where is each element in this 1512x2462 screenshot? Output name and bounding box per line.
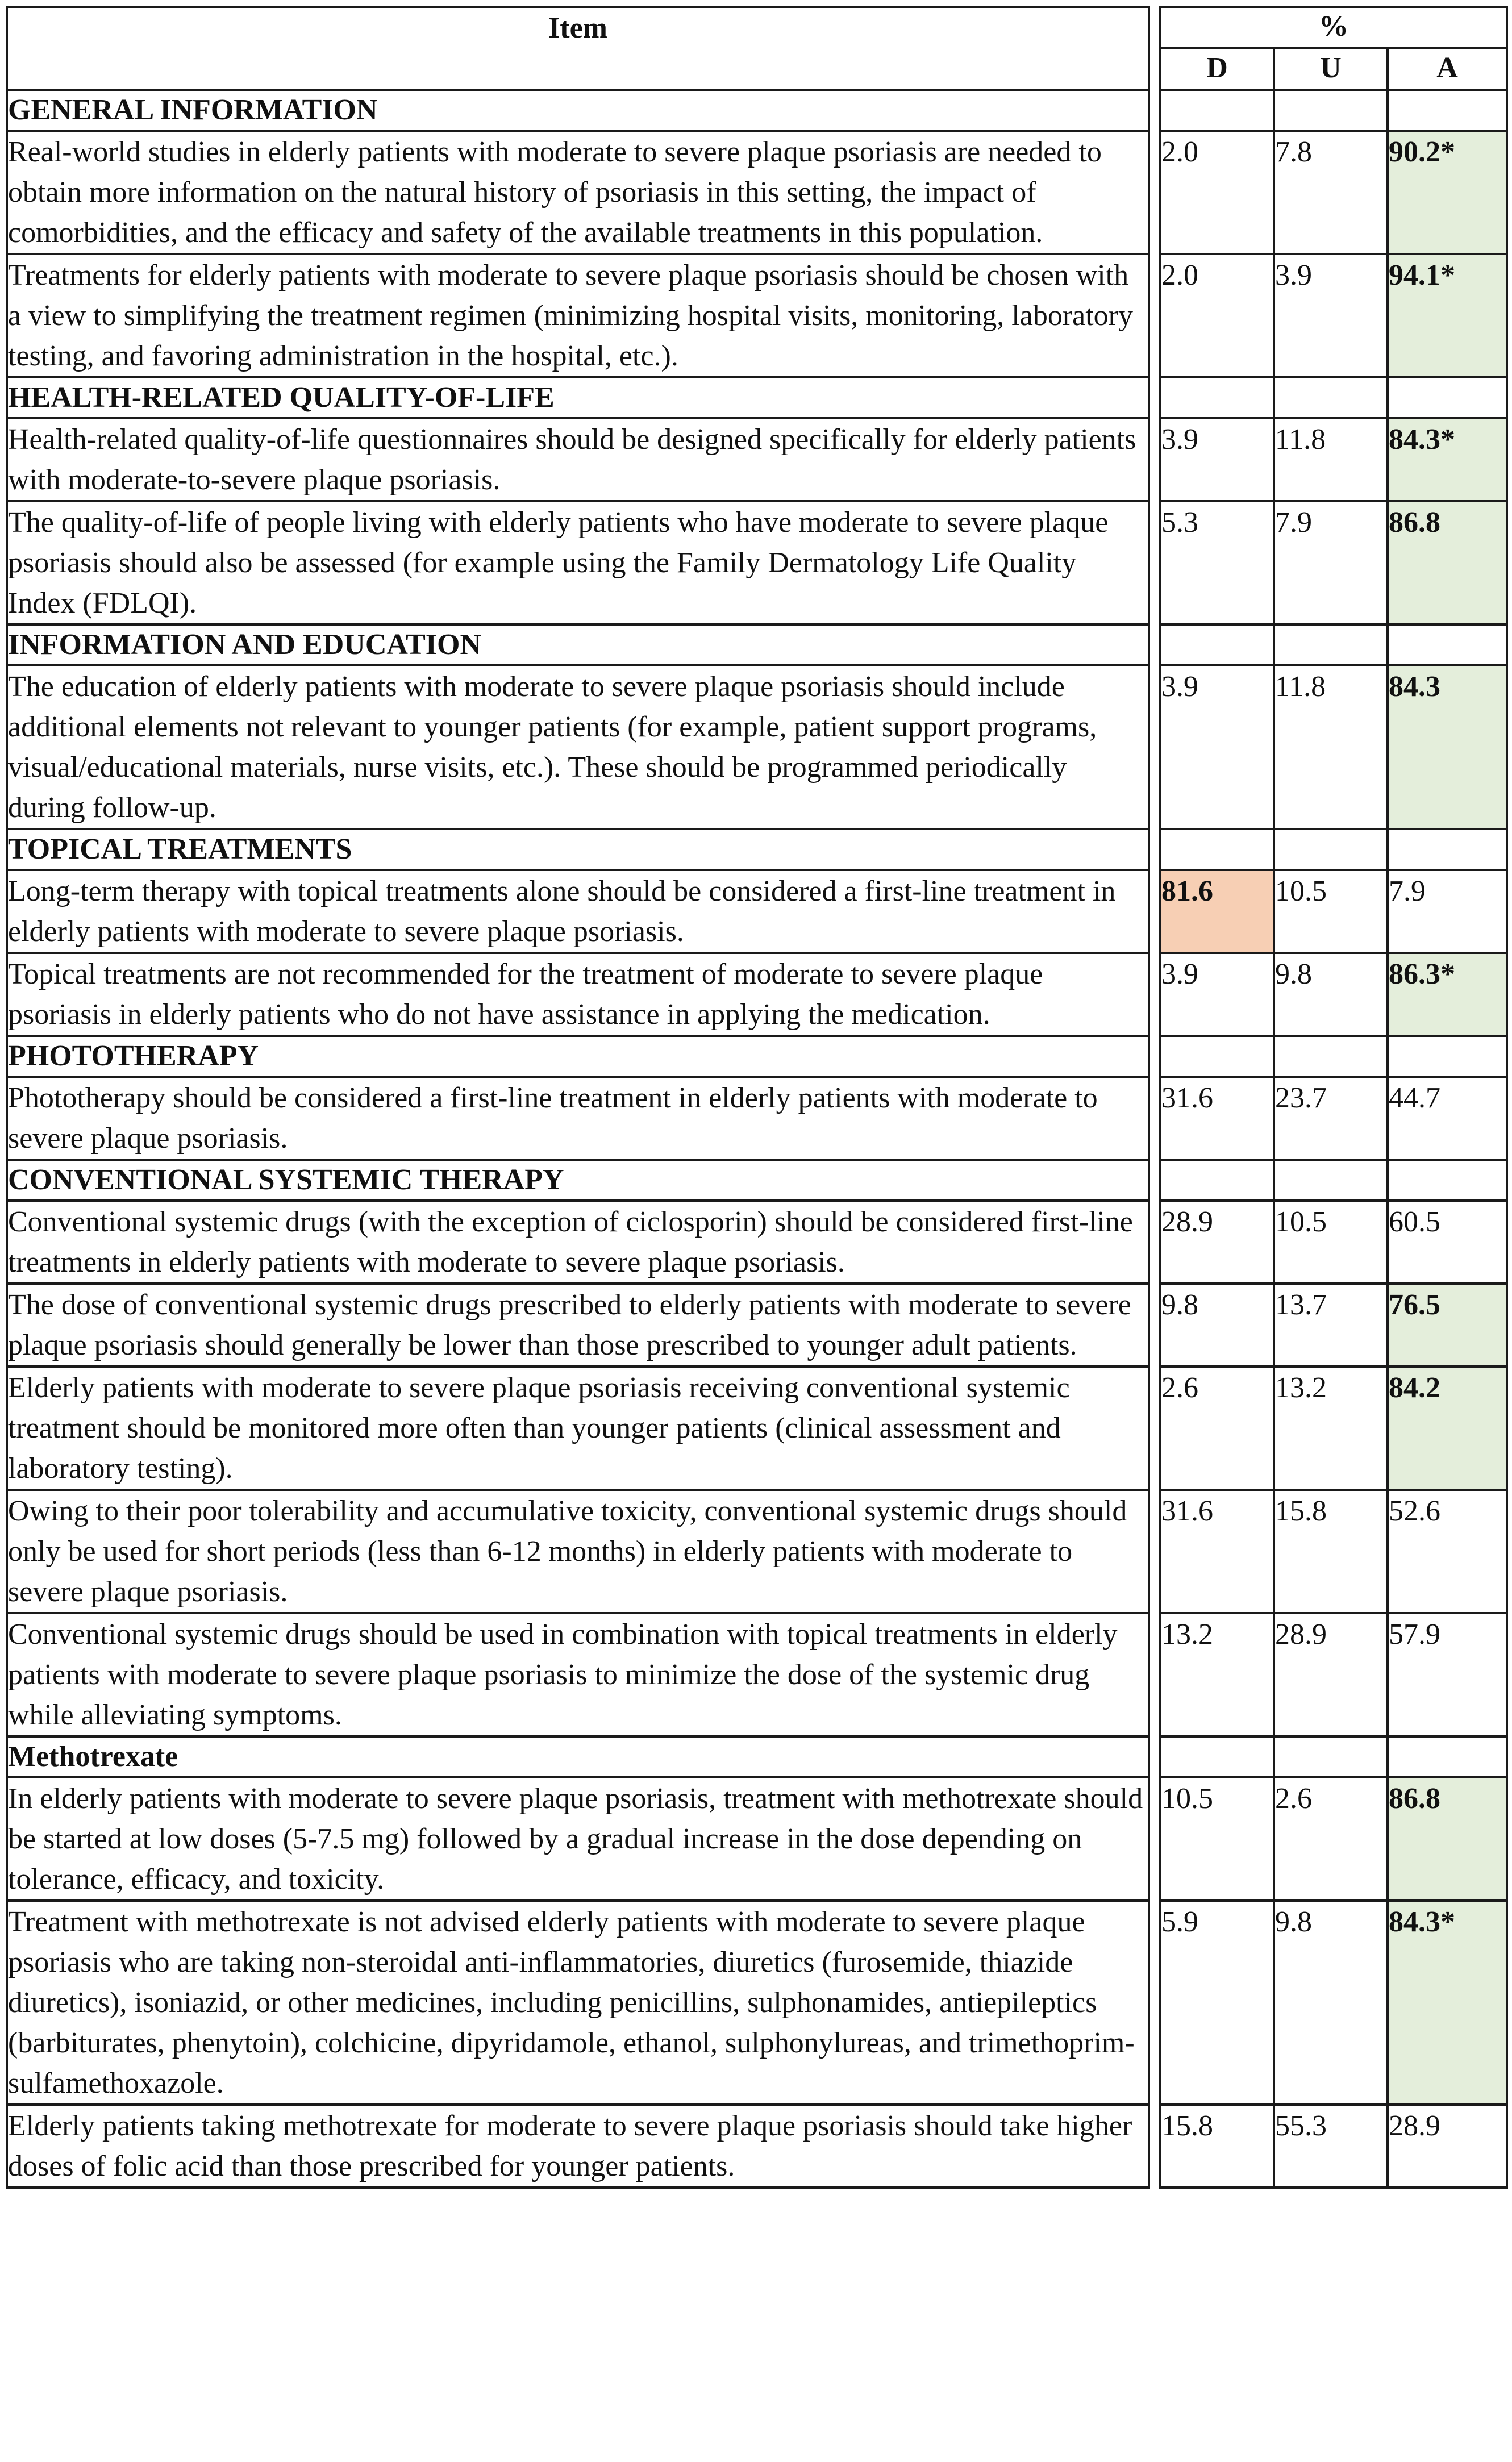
table-row	[7, 418, 1507, 501]
uncertain-percent: 28.9	[1274, 1613, 1388, 1736]
item-statement: Real-world studies in elderly patients with moderate to severe plaque psoriasis are needed to obtain more information on the natural history of psoriasis in this setting, the impact of comorbidities, and the efficacy and safety of the available treatments in this population.	[7, 131, 1149, 254]
uncertain-percent: 9.8	[1274, 953, 1388, 1036]
disagree-percent: 3.9	[1160, 418, 1274, 501]
section-empty-cell	[1274, 1036, 1388, 1077]
item-statement: Elderly patients taking methotrexate for moderate to severe plaque psoriasis should take higher doses of folic acid than those prescribed for younger patients.	[7, 2105, 1149, 2188]
section-heading: CONVENTIONAL SYSTEMIC THERAPY	[7, 1160, 1149, 1201]
item-statement: Elderly patients with moderate to severe plaque psoriasis receiving conventional systemic treatment should be monitored more often than younger patients (clinical assessment and laboratory testing).	[7, 1367, 1149, 1490]
agree-percent: 86.3*	[1388, 953, 1507, 1036]
column-gap	[1149, 501, 1160, 624]
table-row	[7, 1777, 1507, 1901]
section-row	[7, 377, 1507, 418]
uncertain-percent: 2.6	[1274, 1777, 1388, 1901]
disagree-percent: 5.9	[1160, 1901, 1274, 2105]
uncertain-percent: 13.7	[1274, 1284, 1388, 1367]
section-empty-cell	[1160, 90, 1274, 131]
disagree-percent: 2.0	[1160, 131, 1274, 254]
section-empty-cell	[1274, 377, 1388, 418]
uncertain-percent: 23.7	[1274, 1077, 1388, 1160]
agree-percent: 84.2	[1388, 1367, 1507, 1490]
column-gap	[1149, 90, 1160, 131]
section-empty-cell	[1160, 829, 1274, 870]
agree-percent: 84.3*	[1388, 1901, 1507, 2105]
agree-percent: 44.7	[1388, 1077, 1507, 1160]
disagree-percent: 3.9	[1160, 665, 1274, 829]
table-row	[7, 1367, 1507, 1490]
item-statement: The education of elderly patients with moderate to severe plaque psoriasis should include additional elements not relevant to younger patients (for example, patient support programs, visual/educational materials, nurse visits, etc.). These should be programmed periodically during follow-up.	[7, 665, 1149, 829]
agree-percent: 60.5	[1388, 1201, 1507, 1284]
table-row	[7, 254, 1507, 377]
column-gap	[1149, 1777, 1160, 1901]
disagree-percent: 5.3	[1160, 501, 1274, 624]
table-row	[7, 665, 1507, 829]
column-gap	[1149, 624, 1160, 665]
table-row	[7, 1613, 1507, 1736]
agree-percent: 86.8	[1388, 501, 1507, 624]
column-gap	[1149, 1036, 1160, 1077]
agree-percent: 57.9	[1388, 1613, 1507, 1736]
column-gap	[1149, 829, 1160, 870]
section-heading: INFORMATION AND EDUCATION	[7, 624, 1149, 665]
column-gap	[1149, 1613, 1160, 1736]
disagree-percent: 81.6	[1160, 870, 1274, 953]
column-gap	[1149, 254, 1160, 377]
item-statement: Owing to their poor tolerability and accumulative toxicity, conventional systemic drugs should only be used for short periods (less than 6-12 months) in elderly patients with moderate to severe plaque psoriasis.	[7, 1490, 1149, 1613]
section-empty-cell	[1160, 1036, 1274, 1077]
item-column-header: Item	[7, 7, 1149, 90]
section-empty-cell	[1388, 90, 1507, 131]
section-heading: TOPICAL TREATMENTS	[7, 829, 1149, 870]
column-gap	[1149, 1490, 1160, 1613]
item-statement: Health-related quality-of-life questionnaires should be designed specifically for elderly patients with moderate-to-severe plaque psoriasis.	[7, 418, 1149, 501]
disagree-percent: 31.6	[1160, 1077, 1274, 1160]
section-empty-cell	[1274, 90, 1388, 131]
section-heading: HEALTH-RELATED QUALITY-OF-LIFE	[7, 377, 1149, 418]
uncertain-percent: 7.8	[1274, 131, 1388, 254]
section-empty-cell	[1388, 1736, 1507, 1777]
column-gap	[1149, 665, 1160, 829]
section-empty-cell	[1274, 1736, 1388, 1777]
section-heading: GENERAL INFORMATION	[7, 90, 1149, 131]
section-empty-cell	[1274, 624, 1388, 665]
table-row	[7, 870, 1507, 953]
table-row	[7, 1284, 1507, 1367]
table-body	[7, 90, 1507, 2188]
item-statement: Conventional systemic drugs should be used in combination with topical treatments in elderly patients with moderate to severe plaque psoriasis to minimize the dose of the systemic drug while alleviating symptoms.	[7, 1613, 1149, 1736]
column-gap	[1149, 953, 1160, 1036]
item-statement: Treatment with methotrexate is not advised elderly patients with moderate to severe plaque psoriasis who are taking non-steroidal anti-inflammatories, diuretics (furosemide, thiazide diuretics), isoniazid, or other medicines, including penicillins, sulphonamides, antiepileptics (barbiturates, phenytoin), colchicine, dipyridamole, ethanol, sulphonylureas, and trimethoprim-sulfamethoxazole.	[7, 1901, 1149, 2105]
column-gap	[1149, 1077, 1160, 1160]
table-row	[7, 1901, 1507, 2105]
uncertain-percent: 10.5	[1274, 1201, 1388, 1284]
section-empty-cell	[1274, 829, 1388, 870]
section-empty-cell	[1274, 1160, 1388, 1201]
section-empty-cell	[1160, 1736, 1274, 1777]
section-row	[7, 1160, 1507, 1201]
section-row	[7, 90, 1507, 131]
uncertain-percent: 10.5	[1274, 870, 1388, 953]
disagree-column-header: D	[1160, 48, 1274, 90]
table-row	[7, 2105, 1507, 2188]
section-empty-cell	[1160, 377, 1274, 418]
agree-percent: 86.8	[1388, 1777, 1507, 1901]
section-empty-cell	[1388, 1036, 1507, 1077]
disagree-percent: 13.2	[1160, 1613, 1274, 1736]
section-empty-cell	[1160, 1160, 1274, 1201]
section-empty-cell	[1388, 624, 1507, 665]
item-statement: Treatments for elderly patients with moderate to severe plaque psoriasis should be chosen with a view to simplifying the treatment regimen (minimizing hospital visits, monitoring, laboratory testing, and favoring administration in the hospital, etc.).	[7, 254, 1149, 377]
agree-percent: 94.1*	[1388, 254, 1507, 377]
section-row	[7, 829, 1507, 870]
table-row	[7, 1201, 1507, 1284]
column-gap	[1149, 418, 1160, 501]
item-statement: Topical treatments are not recommended for the treatment of moderate to severe plaque psoriasis in elderly patients who do not have assistance in applying the medication.	[7, 953, 1149, 1036]
section-heading: Methotrexate	[7, 1736, 1149, 1777]
column-gap	[1149, 131, 1160, 254]
column-gap	[1149, 2105, 1160, 2188]
table-row	[7, 953, 1507, 1036]
uncertain-percent: 7.9	[1274, 501, 1388, 624]
section-heading: PHOTOTHERAPY	[7, 1036, 1149, 1077]
uncertain-percent: 3.9	[1274, 254, 1388, 377]
item-statement: Phototherapy should be considered a first-line treatment in elderly patients with moderate to severe plaque psoriasis.	[7, 1077, 1149, 1160]
percent-column-header: %	[1160, 7, 1507, 48]
table-row	[7, 131, 1507, 254]
agree-percent: 76.5	[1388, 1284, 1507, 1367]
column-gap	[1149, 1284, 1160, 1367]
agree-percent: 7.9	[1388, 870, 1507, 953]
consensus-table-sheet	[6, 6, 1506, 2189]
column-gap	[1149, 377, 1160, 418]
table-row	[7, 1077, 1507, 1160]
item-statement: The dose of conventional systemic drugs prescribed to elderly patients with moderate to severe plaque psoriasis should generally be lower than those prescribed to younger adult patients.	[7, 1284, 1149, 1367]
column-gap	[1149, 1901, 1160, 2105]
uncertain-percent: 55.3	[1274, 2105, 1388, 2188]
column-gap	[1149, 1367, 1160, 1490]
section-row	[7, 1036, 1507, 1077]
agree-percent: 84.3	[1388, 665, 1507, 829]
uncertain-percent: 13.2	[1274, 1367, 1388, 1490]
agree-percent: 84.3*	[1388, 418, 1507, 501]
section-row	[7, 624, 1507, 665]
disagree-percent: 2.0	[1160, 254, 1274, 377]
agree-percent: 52.6	[1388, 1490, 1507, 1613]
disagree-percent: 9.8	[1160, 1284, 1274, 1367]
agree-percent: 28.9	[1388, 2105, 1507, 2188]
disagree-percent: 31.6	[1160, 1490, 1274, 1613]
item-statement: Conventional systemic drugs (with the exception of ciclosporin) should be considered first-line treatments in elderly patients with moderate to severe plaque psoriasis.	[7, 1201, 1149, 1284]
column-gap	[1149, 7, 1160, 90]
table-row	[7, 1490, 1507, 1613]
section-empty-cell	[1388, 829, 1507, 870]
item-statement: In elderly patients with moderate to severe plaque psoriasis, treatment with methotrexate should be started at low doses (5-7.5 mg) followed by a gradual increase in the dose depending on tolerance, efficacy, and toxicity.	[7, 1777, 1149, 1901]
column-gap	[1149, 1160, 1160, 1201]
disagree-percent: 15.8	[1160, 2105, 1274, 2188]
consensus-table	[6, 6, 1508, 2189]
column-gap	[1149, 1201, 1160, 1284]
section-empty-cell	[1388, 377, 1507, 418]
uncertain-percent: 15.8	[1274, 1490, 1388, 1613]
header-row-top	[7, 7, 1507, 48]
disagree-percent: 2.6	[1160, 1367, 1274, 1490]
table-row	[7, 501, 1507, 624]
section-empty-cell	[1388, 1160, 1507, 1201]
section-empty-cell	[1160, 624, 1274, 665]
item-statement: Long-term therapy with topical treatments alone should be considered a first-line treatment in elderly patients with moderate to severe plaque psoriasis.	[7, 870, 1149, 953]
agree-column-header: A	[1388, 48, 1507, 90]
column-gap	[1149, 1736, 1160, 1777]
uncertain-percent: 11.8	[1274, 418, 1388, 501]
column-gap	[1149, 870, 1160, 953]
uncertain-percent: 9.8	[1274, 1901, 1388, 2105]
uncertain-column-header: U	[1274, 48, 1388, 90]
section-row	[7, 1736, 1507, 1777]
agree-percent: 90.2*	[1388, 131, 1507, 254]
disagree-percent: 10.5	[1160, 1777, 1274, 1901]
disagree-percent: 28.9	[1160, 1201, 1274, 1284]
disagree-percent: 3.9	[1160, 953, 1274, 1036]
uncertain-percent: 11.8	[1274, 665, 1388, 829]
item-statement: The quality-of-life of people living with elderly patients who have moderate to severe plaque psoriasis should also be assessed (for example using the Family Dermatology Life Quality Index (FDLQI).	[7, 501, 1149, 624]
